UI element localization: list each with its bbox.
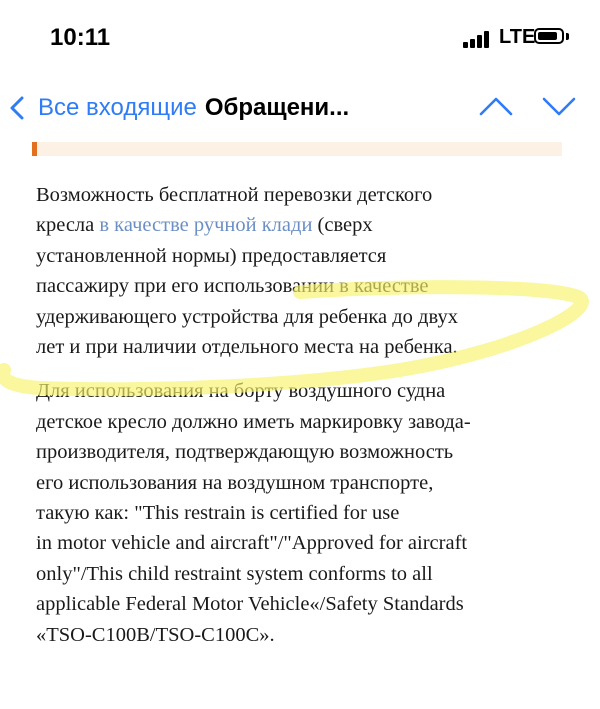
nav-bar	[0, 76, 600, 142]
text-line: applicable Federal Motor Vehicle«/Safety Standards	[36, 593, 464, 616]
status-time: 10:11	[50, 24, 111, 51]
battery-tip	[566, 33, 569, 40]
chevron-up-icon[interactable]	[478, 94, 514, 118]
back-button[interactable]	[10, 90, 349, 126]
text-line: Для использования на борту воздушного судна	[36, 380, 446, 403]
text-line: пассажиру при его использовании в качестве	[36, 275, 429, 298]
text-line: Возможность бесплатной перевозки детского	[36, 184, 433, 206]
chevron-left-icon	[10, 96, 24, 120]
chevron-down-icon[interactable]	[541, 94, 577, 118]
status-bar	[0, 0, 600, 76]
text-line	[36, 210, 576, 240]
text-line: детское кресло должно иметь маркировку завода-	[36, 410, 471, 433]
text-line: only"/This child restraint system conforms to all	[36, 562, 433, 585]
text-line: установленной нормы) предоставляется	[36, 244, 387, 267]
message-body	[36, 180, 576, 650]
quote-block	[32, 142, 562, 156]
text-line: такую как: "This restrain is certified for use	[36, 502, 400, 525]
signal-icon	[463, 30, 497, 48]
paragraph-2	[36, 376, 576, 650]
text-line: in motor vehicle and aircraft"/"Approved for aircraft	[36, 532, 468, 555]
page-title: Обращени...	[204, 94, 350, 121]
quote-accent	[32, 142, 37, 156]
text-line: удерживающего устройства для ребенка до двух	[36, 305, 458, 328]
network-type: LTE	[499, 26, 536, 48]
text-segment: кресла	[36, 214, 100, 237]
baggage-link[interactable]: в качестве ручной клади	[99, 214, 313, 237]
text-line: «TSO-C100B/TSO-C100C».	[36, 623, 275, 646]
text-segment: (сверх	[312, 214, 373, 237]
text-line: лет и при наличии отдельного места на ребенка.	[36, 336, 458, 359]
text-line: производителя, подтверждающую возможность	[36, 441, 454, 464]
back-label: Все входящие	[38, 94, 197, 121]
paragraph-1	[36, 180, 576, 362]
text-line: его использования на воздушном транспорте,	[36, 471, 434, 494]
battery-icon	[534, 28, 564, 44]
